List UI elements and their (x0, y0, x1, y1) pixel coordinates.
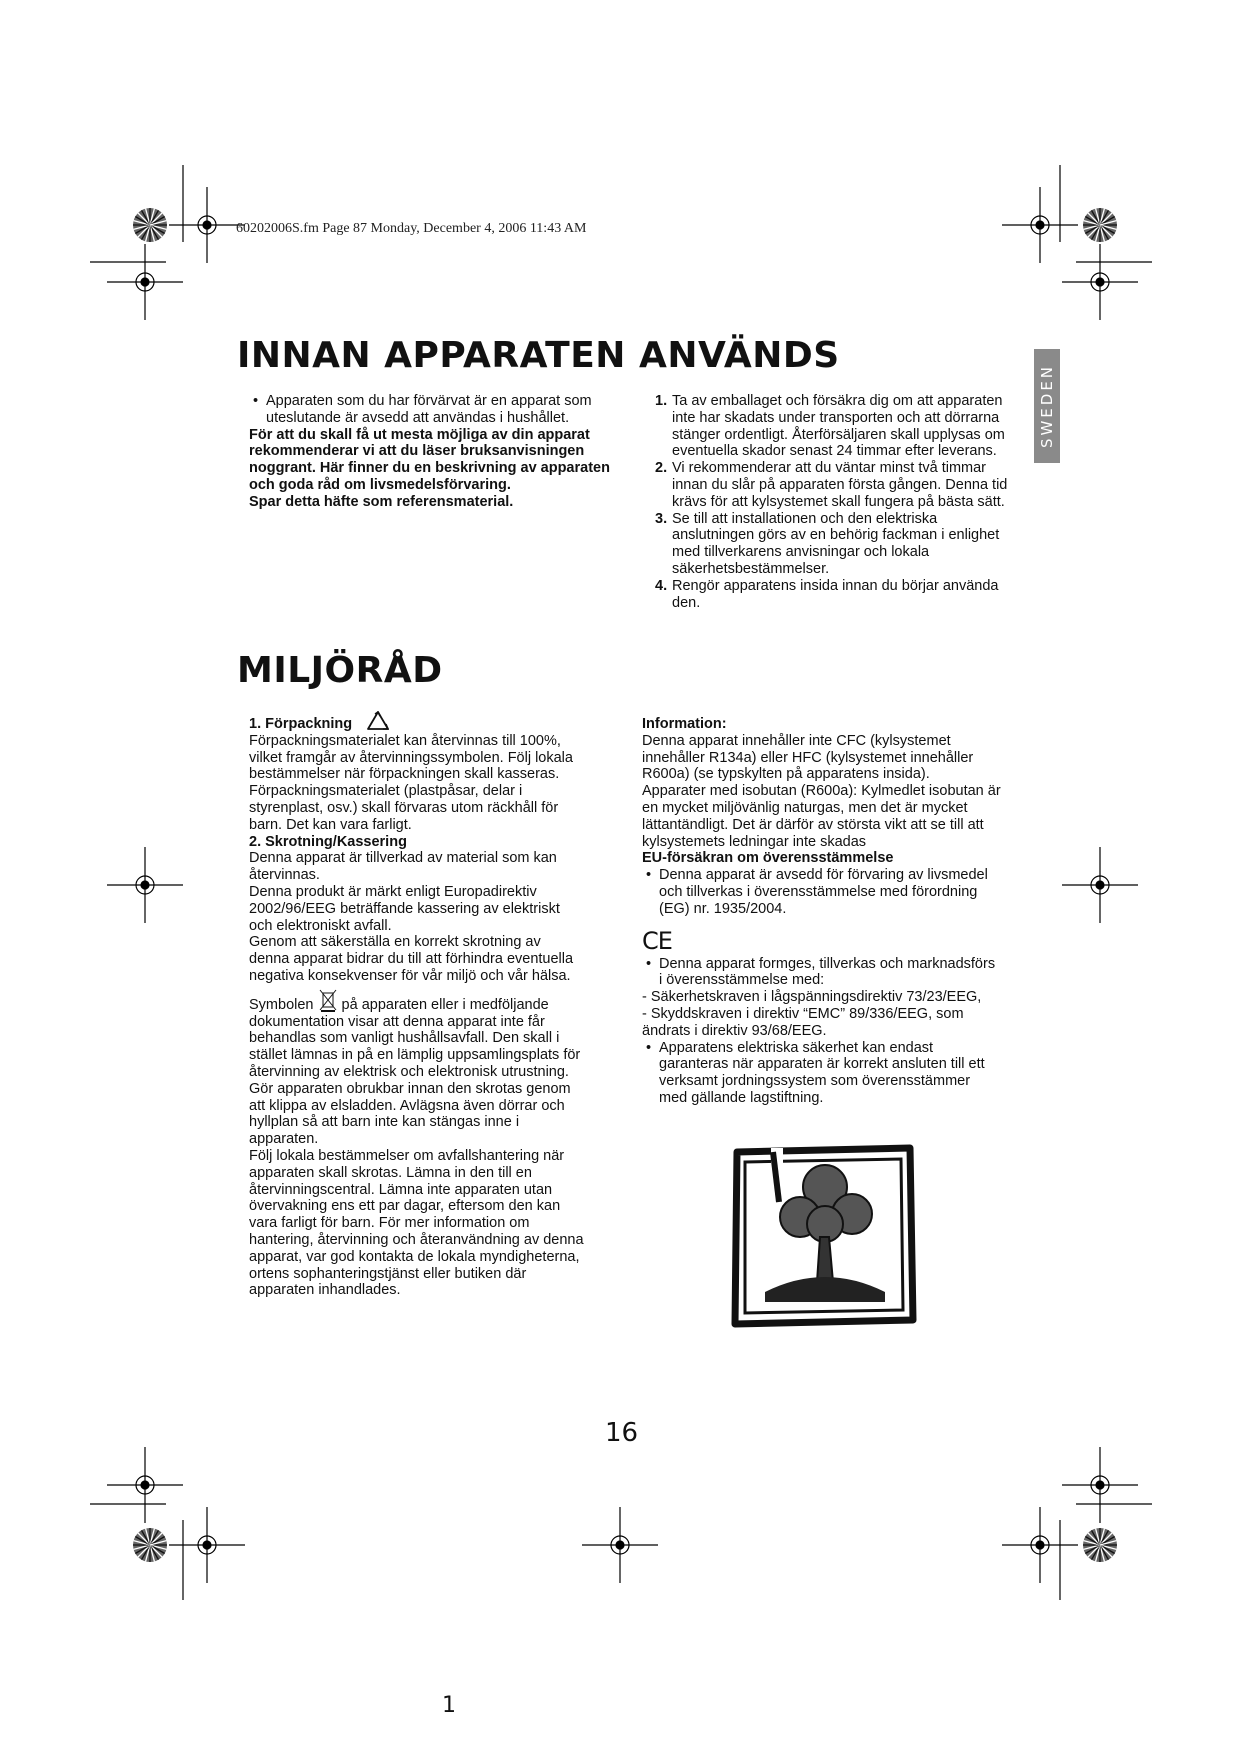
packaging-heading: 1. Förpackning (249, 716, 585, 733)
registration-starburst-icon (1083, 208, 1117, 242)
ce-mark: CE (642, 926, 672, 955)
directive-emc: - Skyddskraven i direktiv “EMC” 89/336/EEG, som ändrats i direktiv 93/68/EEG. (642, 1005, 964, 1039)
eco-tree-illustration (725, 1142, 925, 1332)
step-item: 1. Ta av emballaget och försäkra dig om att apparaten inte har skadats under transporten och att dörrarna stänger ordentligt. Återförsäljaren skall upplysas om eventuella skador senast 24 timmar efter leverans. (655, 393, 1005, 460)
eu-bullet-conformity: • Denna apparat formges, tillverkas och marknadsförs i överensstämmelse med: (642, 956, 1002, 990)
registration-starburst-icon (133, 1528, 167, 1562)
keep-booklet-paragraph: Spar detta häfte som referensmaterial. (249, 493, 514, 510)
section-title-before-use: INNAN APPARATEN ANVÄNDS (237, 335, 840, 376)
scrapping-heading: 2. Skrotning/Kassering (249, 833, 407, 850)
information-text-2: Apparater med isobutan (R600a): Kylmedlet isobutan är en mycket miljövänlig naturgas, men det är mycket lättantändligt. Det är därför av största vikt att se till att kylsystemets ledningar inte skadas (642, 783, 1001, 850)
scrapping-text-3: Genom att säkerställa en korrekt skrotning av denna apparat bidrar du till att förhindra eventuella negativa konsekvenser för vår miljö och vår hälsa. (249, 934, 574, 984)
document-folio: 1 (442, 1693, 456, 1718)
language-tab-label: SWEDEN (1038, 363, 1056, 449)
page-number: 16 (605, 1418, 639, 1448)
step-item: 2. Vi rekommenderar att du väntar minst två timmar innan du slår på apparaten första gången. Denna tid krävs för att kylsystemet skall fungera på bästa sätt. (655, 460, 1008, 510)
information-heading: Information: (642, 716, 727, 732)
environment-left-column (249, 716, 585, 1299)
household-use-bullet: • Apparaten som du har förvärvat är en apparat som uteslutande är avsedd att användas i hushållet. (249, 393, 619, 427)
scrapping-text-1: Denna apparat är tillverkad av material som kan återvinnas. (249, 850, 557, 884)
scrapping-text-2: Denna produkt är märkt enligt Europadirektiv 2002/96/EEG beträffande kassering av elektriskt och elektroniskt avfall. (249, 883, 560, 934)
eu-bullet-food-contact: • Denna apparat är avsedd för förvaring av livsmedel och tillverkas i överensstämmelse med förordning (EG) nr. 1935/2004. (642, 867, 1002, 917)
registration-starburst-icon (133, 208, 167, 242)
language-tab (1034, 349, 1060, 463)
eu-bullet-grounding: • Apparatens elektriska säkerhet kan endast garanteras när apparaten är korrekt ansluten till ett verksamt jordningssystem som överensstämmer med gällande lagstiftning. (642, 1040, 1002, 1107)
read-manual-paragraph: För att du skall få ut mesta möjliga av din apparat rekommenderar vi att du läser bruksanvisningen noggrant. Här finner du en beskrivning av apparaten och goda råd om livsmedelsförvaring. (249, 426, 610, 493)
recycle-icon (364, 710, 392, 732)
environment-right-column (642, 716, 1002, 1107)
section-title-environment: MILJÖRÅD (237, 650, 443, 691)
step-item: 4. Rengör apparatens insida innan du börjar använda den. (655, 577, 999, 611)
directive-low-voltage: - Säkerhetskraven i lågspänningsdirektiv 73/23/EEG, (642, 989, 982, 1006)
step-item: 3. Se till att installationen och den elektriska anslutningen görs av en behörig fackman i enlighet med tillverkarens anvisningar och lokala säkerhetsbestämmelser. (655, 510, 1000, 577)
packaging-text-2: Förpackningsmaterialet (plastpåsar, delar i styrenplast, osv.) skall förvaras utom räckhåll för barn. Det kan vara farligt. (249, 783, 559, 833)
file-header-line: 60202006S.fm Page 87 Monday, December 4, 2006 11:43 AM (236, 221, 587, 236)
information-text-1: Denna apparat innehåller inte CFC (kylsystemet innehåller R134a) eller HFC (kylsystemet innehåller R600a) (se typskylten på apparatens insida). (642, 732, 974, 783)
crossed-bin-icon (318, 987, 338, 1013)
eu-declaration-heading: EU-försäkran om överensstämmelse (642, 850, 894, 867)
packaging-text-1: Förpackningsmaterialet kan återvinnas till 100%, vilket framgår av återvinningssymbolen. Följ lokala bestämmelser när förpackningen skall kasseras. (249, 732, 573, 783)
scrapping-text-4: Följ lokala bestämmelser om avfallshantering när apparaten skall skrotas. Lämna in den till en återvinningscentral. Lämna inte apparaten utan övervakning ens ett par dagar, eftersom den kan vara farligt för barn. För mer information om hantering, återvinning och återanvändning av denna apparat, var god kontakta de lokala myndigheterna, ortens sophanteringstjänst eller butiken där apparaten inhandlades. (249, 1147, 584, 1299)
weee-symbol-paragraph: Symbolen på apparaten eller i medföljande dokumentation visar att denna apparat inte får behandlas som vanligt hushållsavfall. Den skall i stället lämnas in på en lämplig uppsamlingsplats för återvinning av elektrisk och elektronisk utrustning. Gör apparaten obrukbar innan den skrotas genom att klippa av elsladden. Avlägsna även dörrar och hyllplan så att barn inte kan stängas inne i apparaten. (249, 997, 585, 1148)
before-use-steps (655, 393, 1010, 611)
registration-starburst-icon (1083, 1528, 1117, 1562)
before-use-left-column (249, 393, 619, 511)
